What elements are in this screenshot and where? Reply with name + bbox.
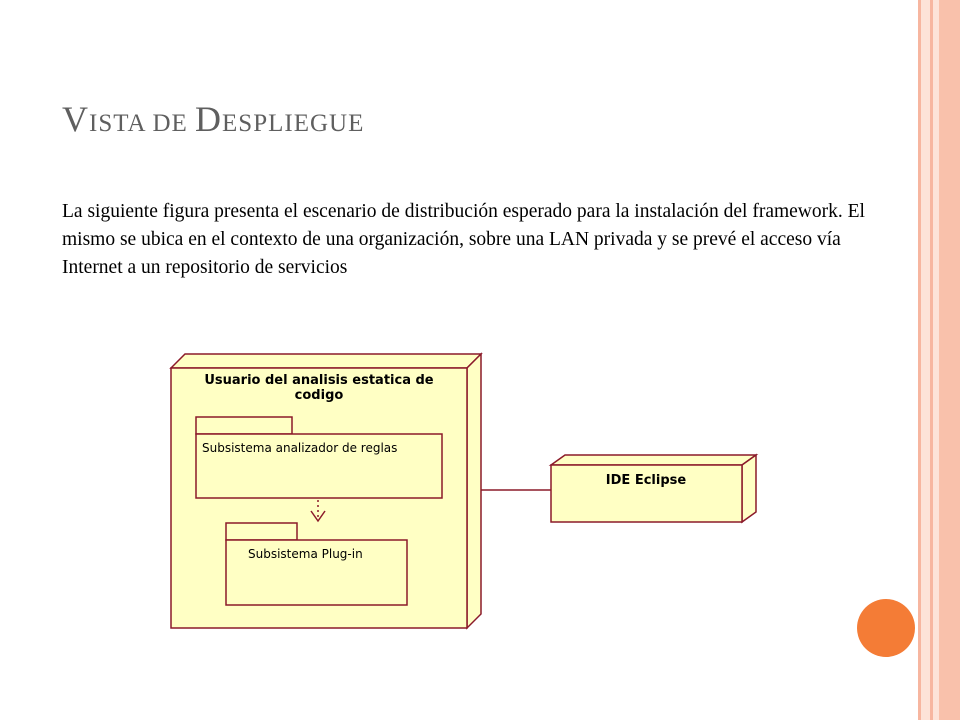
title-part: D (195, 99, 223, 139)
slide-body-text: La siguiente figura presenta el escenario de distribución esperado para la instalación del framework. El mismo se ubica en el contexto de una organización, sobre una LAN privada y se prevé el acceso vía Internet a un repositorio de servicios (62, 201, 865, 278)
node-ide-label: IDE Eclipse (605, 473, 687, 488)
node-ide-eclipse (551, 455, 756, 522)
title-part: DE (145, 110, 196, 137)
node-usuario-label-2: codigo (294, 388, 344, 403)
title-part: ESPLIEGUE (222, 110, 365, 137)
title-part: ISTA (89, 110, 146, 137)
decor-circle (857, 599, 915, 657)
node-ide-top (551, 455, 756, 465)
package-analizador-tab (196, 417, 292, 434)
package-plugin-tab (226, 523, 297, 540)
node-usuario-side (467, 354, 481, 628)
node-ide-side (742, 455, 756, 522)
package-analizador-label: Subsistema analizador de reglas (202, 441, 398, 455)
node-usuario-top (171, 354, 481, 368)
package-plugin-label: Subsistema Plug-in (248, 547, 363, 561)
title-part: V (62, 99, 89, 139)
node-usuario-label-1: Usuario del analisis estatica de (204, 373, 434, 388)
